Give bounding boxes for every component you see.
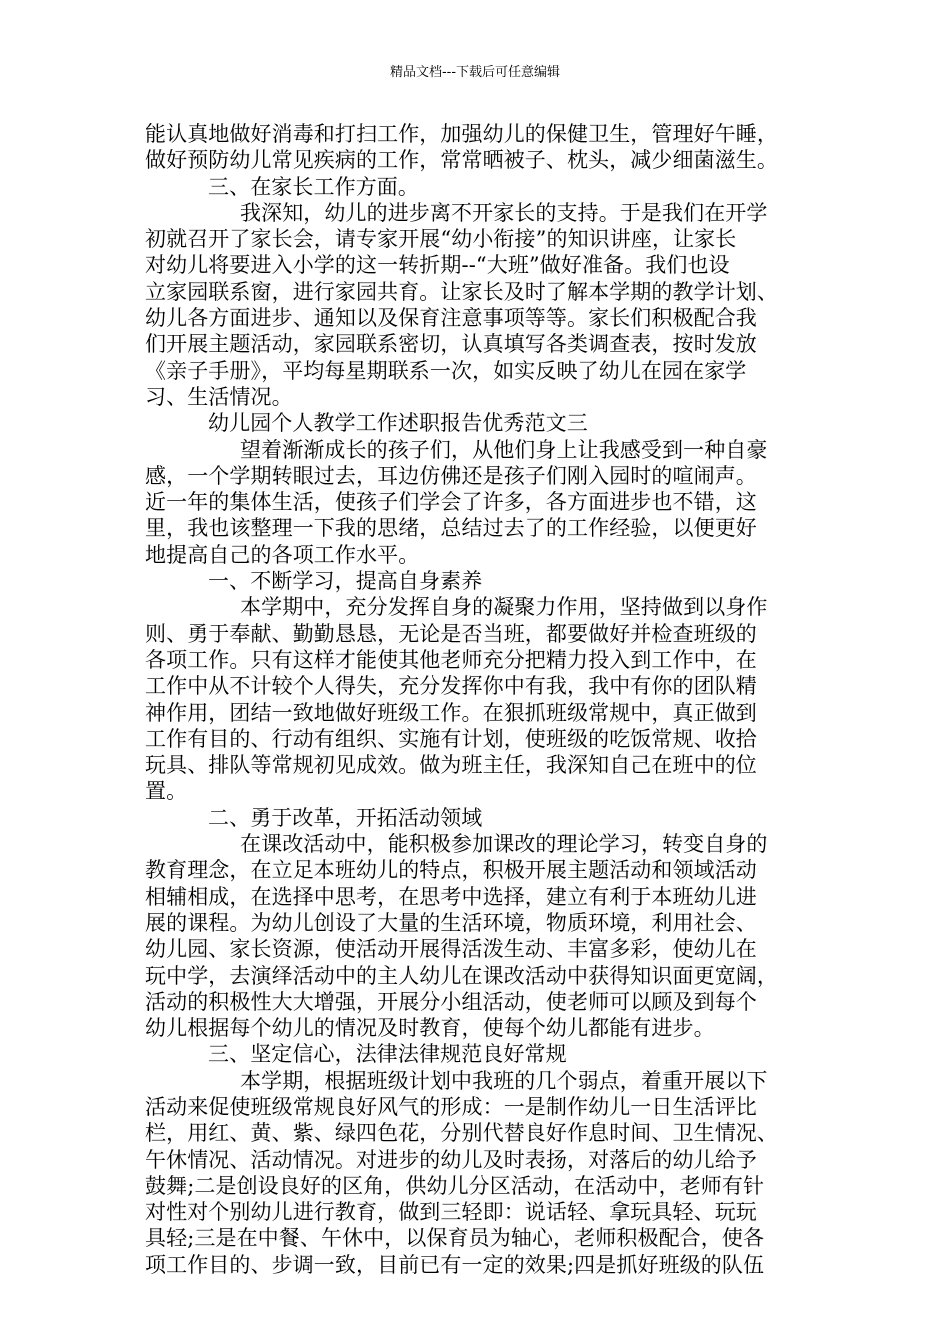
text-line: 本学期，根据班级计划中我班的几个弱点，着重开展以下 <box>240 1068 768 1093</box>
text-line: 感，一个学期转眼过去，耳边仿佛还是孩子们刚入园时的喧闹声。 <box>145 463 757 488</box>
text-line: 玩具、排队等常规初见成效。做为班主任，我深知自己在班中的位 <box>145 753 757 778</box>
text-line: 做好预防幼儿常见疾病的工作，常常晒被子、枕头，减少细菌滋生。 <box>145 148 778 173</box>
text-line: 则、勇于奉献、勤勤恳恳，无论是否当班，都要做好并检查班级的 <box>145 621 757 646</box>
text-line: 具轻;三是在中餐、午休中，以保育员为轴心，老师积极配合，使各 <box>145 1226 765 1251</box>
text-line: 鼓舞;二是创设良好的区角，供幼儿分区活动，在活动中，老师有针 <box>145 1173 765 1198</box>
text-line: 初就召开了家长会，请专家开展“幼小衔接”的知识讲座，让家长 <box>145 227 737 252</box>
text-line: 活动的积极性大大增强，开展分小组活动，使老师可以顾及到每个 <box>145 989 757 1014</box>
text-line: 幼儿园、家长资源，使活动开展得活泼生动、丰富多彩，使幼儿在 <box>145 937 757 962</box>
document-body <box>145 121 805 1278</box>
text-line: 活动来促使班级常规良好风气的形成：一是制作幼儿一日生活评比 <box>145 1094 757 1119</box>
text-line: 玩中学，去演绎活动中的主人幼儿在课改活动中获得知识面更宽阔， <box>145 963 778 988</box>
text-line: 们开展主题活动，家园联系密切，认真填写各类调查表，按时发放 <box>145 332 757 357</box>
text-line: 里，我也该整理一下我的思绪，总结过去了的工作经验，以便更好 <box>145 516 757 541</box>
text-line: 本学期中，充分发挥自身的凝聚力作用，坚持做到以身作 <box>240 595 768 620</box>
section-heading: 幼儿园个人教学工作述职报告优秀范文三 <box>208 411 588 436</box>
text-line: 幼儿各方面进步、通知以及保育注意事项等等。家长们积极配合我 <box>145 306 757 331</box>
page-header: 精品文档---下载后可任意编辑 <box>389 65 561 80</box>
text-line: 对性对个别幼儿进行教育，做到三轻即：说话轻、拿玩具轻、玩玩 <box>145 1200 757 1225</box>
section-heading: 三、坚定信心，法律法律规范良好常规 <box>208 1042 567 1067</box>
section-heading: 二、勇于改革，开拓活动领域 <box>208 805 483 830</box>
section-heading: 三、在家长工作方面。 <box>208 174 419 199</box>
text-line: 幼儿根据每个幼儿的情况及时教育，使每个幼儿都能有进步。 <box>145 1016 715 1041</box>
text-line: 工作中从不计较个人得失，充分发挥你中有我，我中有你的团队精 <box>145 674 757 699</box>
text-line: 我深知，幼儿的进步离不开家长的支持。于是我们在开学 <box>240 200 768 225</box>
text-line: 置。 <box>145 779 188 804</box>
text-line: 教育理念，在立足本班幼儿的特点，积极开展主题活动和领域活动 <box>145 858 757 883</box>
text-line: 在课改活动中，能积极参加课改的理论学习，转变自身的 <box>240 832 768 857</box>
text-line: 对幼儿将要进入小学的这一转折期--“大班”做好准备。我们也设 <box>145 253 730 278</box>
text-line: 栏，用红、黄、紫、绿四色花，分别代替良好作息时间、卫生情况、 <box>145 1121 778 1146</box>
text-line: 立家园联系窗，进行家园共育。让家长及时了解本学期的教学计划、 <box>145 279 778 304</box>
text-line: 《亲子手册》，平均每星期联系一次，如实反映了幼儿在园在家学 <box>145 358 747 383</box>
text-line: 午休情况、活动情况。对进步的幼儿及时表扬，对落后的幼儿给予 <box>145 1147 757 1172</box>
text-line: 习、生活情况。 <box>145 384 293 409</box>
text-line: 近一年的集体生活，使孩子们学会了许多，各方面进步也不错，这 <box>145 490 757 515</box>
text-line: 相辅相成，在选择中思考，在思考中选择，建立有利于本班幼儿进 <box>145 884 757 909</box>
text-line: 地提高自己的各项工作水平。 <box>145 542 420 567</box>
text-line: 各项工作。只有这样才能使其他老师充分把精力投入到工作中，在 <box>145 647 757 672</box>
text-line: 能认真地做好消毒和打扫工作，加强幼儿的保健卫生，管理好午睡， <box>145 122 778 146</box>
text-line: 项工作目的、步调一致，目前已有一定的效果;四是抓好班级的队伍 <box>145 1252 765 1277</box>
text-line: 神作用，团结一致地做好班级工作。在狠抓班级常规中，真正做到 <box>145 700 757 725</box>
section-heading: 一、不断学习，提高自身素养 <box>208 569 483 594</box>
text-line: 望着渐渐成长的孩子们，从他们身上让我感受到一种自豪 <box>240 437 768 462</box>
text-line: 工作有目的、行动有组织、实施有计划，使班级的吃饭常规、收拾 <box>145 726 757 751</box>
text-line: 展的课程。为幼儿创设了大量的生活环境，物质环境，利用社会、 <box>145 910 757 935</box>
